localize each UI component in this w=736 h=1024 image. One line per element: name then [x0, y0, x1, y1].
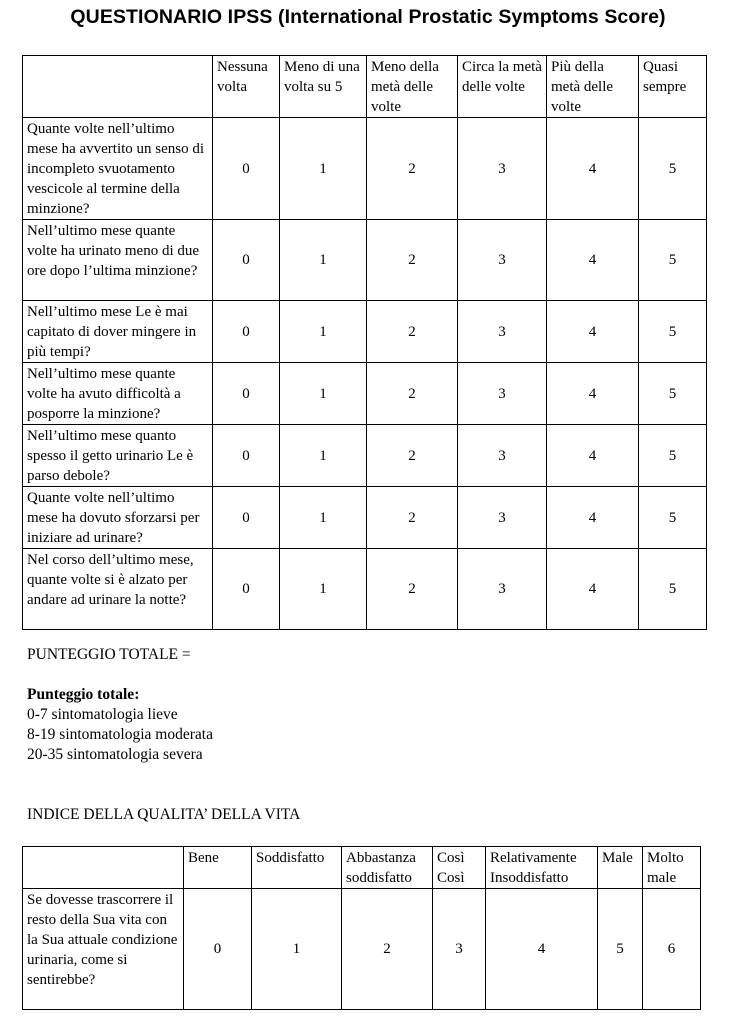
score-cell: 1: [280, 425, 367, 487]
score-cell: 4: [547, 363, 639, 425]
qol-header-cell: Male: [598, 847, 643, 889]
score-cell: 3: [458, 487, 547, 549]
question-cell: Nel corso dell’ultimo mese, quante volte si è alzato per andare ad urinare la notte?: [23, 549, 213, 630]
score-cell: 4: [547, 487, 639, 549]
score-cell: 0: [213, 118, 280, 220]
legend-item: 0-7 sintomatologia lieve: [27, 706, 178, 723]
ipss-header-cell: Più della metà delle volte: [547, 56, 639, 118]
score-cell: 6: [643, 889, 701, 1010]
score-cell: 0: [213, 220, 280, 301]
score-cell: 0: [213, 363, 280, 425]
score-cell: 5: [639, 118, 707, 220]
ipss-header-cell: Quasi sempre: [639, 56, 707, 118]
score-cell: 3: [458, 363, 547, 425]
score-cell: 2: [367, 301, 458, 363]
ipss-header-cell: Circa la metà delle volte: [458, 56, 547, 118]
qol-header-cell: Molto male: [643, 847, 701, 889]
score-cell: 0: [184, 889, 252, 1010]
table-row: [23, 220, 707, 301]
score-cell: 3: [458, 425, 547, 487]
score-cell: 3: [458, 118, 547, 220]
qol-corner-cell: [23, 847, 184, 889]
question-cell: Quante volte nell’ultimo mese ha dovuto sforzarsi per iniziare ad urinare?: [23, 487, 213, 549]
qol-header-cell: Bene: [184, 847, 252, 889]
score-cell: 3: [458, 220, 547, 301]
question-cell: Quante volte nell’ultimo mese ha avvertito un senso di incompleto svuotamento vescicole al termine della minzione?: [23, 118, 213, 220]
qol-header-cell: Soddisfatto: [252, 847, 342, 889]
score-cell: 5: [639, 363, 707, 425]
score-cell: 1: [280, 363, 367, 425]
table-row: [23, 549, 707, 630]
table-row: [23, 363, 707, 425]
score-cell: 4: [547, 425, 639, 487]
score-cell: 2: [367, 425, 458, 487]
ipss-header-cell: Nessuna volta: [213, 56, 280, 118]
table-row: [23, 487, 707, 549]
qol-header-cell: Abbastanza soddisfatto: [342, 847, 433, 889]
question-cell: Nell’ultimo mese quante volte ha avuto difficoltà a posporre la minzione?: [23, 363, 213, 425]
score-cell: 0: [213, 549, 280, 630]
score-cell: 1: [252, 889, 342, 1010]
table-row: [23, 425, 707, 487]
score-cell: 2: [367, 220, 458, 301]
legend-title: Punteggio totale:: [27, 686, 140, 703]
total-score-label: PUNTEGGIO TOTALE =: [27, 646, 191, 663]
score-cell: 0: [213, 425, 280, 487]
score-cell: 3: [458, 549, 547, 630]
score-cell: 1: [280, 549, 367, 630]
question-cell: Nell’ultimo mese quanto spesso il getto urinario Le è parso debole?: [23, 425, 213, 487]
legend-item: 20-35 sintomatologia severa: [27, 746, 203, 763]
qol-table: [22, 846, 701, 1010]
legend-item: 8-19 sintomatologia moderata: [27, 726, 213, 743]
score-cell: 4: [486, 889, 598, 1010]
question-cell: Nell’ultimo mese Le è mai capitato di dover mingere in più tempi?: [23, 301, 213, 363]
ipss-header-row: [23, 56, 707, 118]
score-cell: 3: [433, 889, 486, 1010]
table-row: [23, 889, 701, 1010]
score-cell: 4: [547, 118, 639, 220]
score-cell: 1: [280, 220, 367, 301]
score-cell: 5: [598, 889, 643, 1010]
question-cell: Nell’ultimo mese quante volte ha urinato meno di due ore dopo l’ultima minzione?: [23, 220, 213, 301]
score-cell: 5: [639, 487, 707, 549]
score-cell: 2: [367, 487, 458, 549]
question-cell: Se dovesse trascorrere il resto della Sua vita con la Sua attuale condizione urinaria, come si sentirebbe?: [23, 889, 184, 1010]
table-row: [23, 118, 707, 220]
score-cell: 4: [547, 220, 639, 301]
table-row: [23, 301, 707, 363]
score-cell: 0: [213, 301, 280, 363]
score-cell: 4: [547, 301, 639, 363]
qol-header-cell: Così Così: [433, 847, 486, 889]
score-cell: 4: [547, 549, 639, 630]
score-cell: 2: [342, 889, 433, 1010]
qol-header-cell: Relativamente Insoddisfatto: [486, 847, 598, 889]
ipss-header-cell: Meno della metà delle volte: [367, 56, 458, 118]
qol-section-title: INDICE DELLA QUALITA’ DELLA VITA: [27, 806, 301, 823]
ipss-header-cell: Meno di una volta su 5: [280, 56, 367, 118]
score-cell: 2: [367, 363, 458, 425]
score-cell: 1: [280, 301, 367, 363]
score-cell: 5: [639, 549, 707, 630]
score-cell: 5: [639, 425, 707, 487]
score-cell: 1: [280, 487, 367, 549]
qol-header-row: [23, 847, 701, 889]
document-title: QUESTIONARIO IPSS (International Prostatic Symptoms Score): [70, 6, 666, 28]
score-cell: 3: [458, 301, 547, 363]
ipss-corner-cell: [23, 56, 213, 118]
score-cell: 2: [367, 118, 458, 220]
score-cell: 2: [367, 549, 458, 630]
score-cell: 0: [213, 487, 280, 549]
ipss-table: [22, 55, 707, 630]
score-cell: 1: [280, 118, 367, 220]
score-cell: 5: [639, 301, 707, 363]
score-cell: 5: [639, 220, 707, 301]
